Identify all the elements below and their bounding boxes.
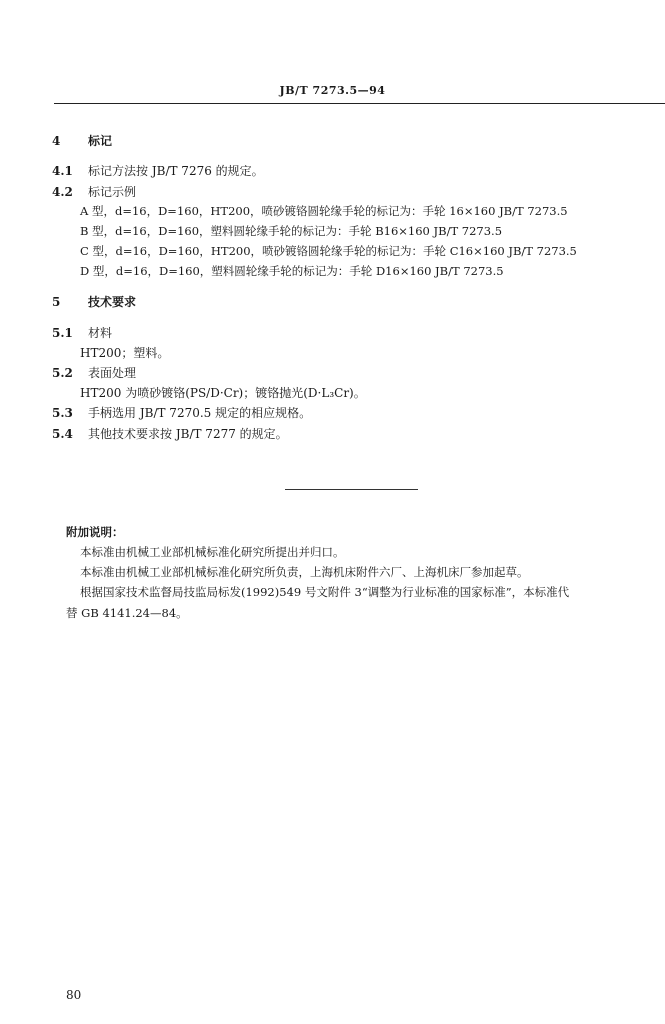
clause-title: 表面处理	[88, 366, 137, 380]
clause-number: 5.3	[52, 406, 73, 420]
notes-line-3b: 替 GB 4141.24—84。	[66, 606, 188, 620]
notes-line-2: 本标准由机械工业部机械标准化研究所负责，上海机床附件六厂、上海机床厂参加起草。	[80, 565, 529, 579]
section-5-title: 技术要求	[88, 295, 137, 309]
section-5-number: 5	[52, 295, 61, 309]
page-number: 80	[66, 988, 82, 1002]
clause-5-1-body: HT200；塑料。	[80, 346, 170, 360]
clause-4-1	[52, 162, 264, 179]
clause-text: 标记示例	[88, 185, 137, 199]
clause-number: 5.4	[52, 427, 73, 441]
example-line-b: B 型，d=16，D=160，塑料圆轮缘手轮的标记为：手轮 B16×160 JB/T 7273.5	[80, 224, 503, 238]
section-5-heading	[52, 293, 136, 310]
clause-number: 4.2	[52, 185, 73, 199]
clause-text: 其他技术要求按 JB/T 7277 的规定。	[88, 427, 288, 441]
clause-5-2-body: HT200 为喷砂镀铬(PS/D·Cr)；镀铬抛光(D·L₃Cr)。	[80, 386, 366, 400]
end-divider	[285, 489, 418, 490]
document-header-code: JB/T 7273.5—94	[279, 84, 386, 97]
clause-5-1	[52, 324, 112, 341]
clause-title: 材料	[88, 326, 113, 340]
notes-line-3a: 根据国家技术监督局技监局标发(1992)549 号文附件 3“调整为行业标准的国家标准”，本标准代	[80, 585, 570, 599]
section-4-heading	[52, 132, 112, 149]
clause-number: 5.1	[52, 326, 73, 340]
clause-5-4	[52, 425, 288, 442]
clause-5-3	[52, 404, 311, 421]
clause-text: 标记方法按 JB/T 7276 的规定。	[88, 164, 264, 178]
section-4-number: 4	[52, 134, 61, 148]
header-rule	[54, 103, 665, 104]
example-line-a: A 型，d=16，D=160，HT200，喷砂镀铬圆轮缘手轮的标记为：手轮 16×160 JB/T 7273.5	[80, 204, 568, 218]
clause-4-2	[52, 183, 136, 200]
clause-5-2	[52, 364, 136, 381]
clause-text: 手柄选用 JB/T 7270.5 规定的相应规格。	[88, 406, 312, 420]
section-4-title: 标记	[88, 134, 113, 148]
notes-line-1: 本标准由机械工业部机械标准化研究所提出并归口。	[80, 545, 345, 559]
notes-title: 附加说明：	[66, 525, 124, 539]
clause-number: 5.2	[52, 366, 73, 380]
example-line-d: D 型，d=16，D=160，塑料圆轮缘手轮的标记为：手轮 D16×160 JB/T 7273.5	[80, 264, 504, 278]
clause-number: 4.1	[52, 164, 73, 178]
example-line-c: C 型，d=16，D=160，HT200，喷砂镀铬圆轮缘手轮的标记为：手轮 C16×160 JB/T 7273.5	[80, 244, 577, 258]
